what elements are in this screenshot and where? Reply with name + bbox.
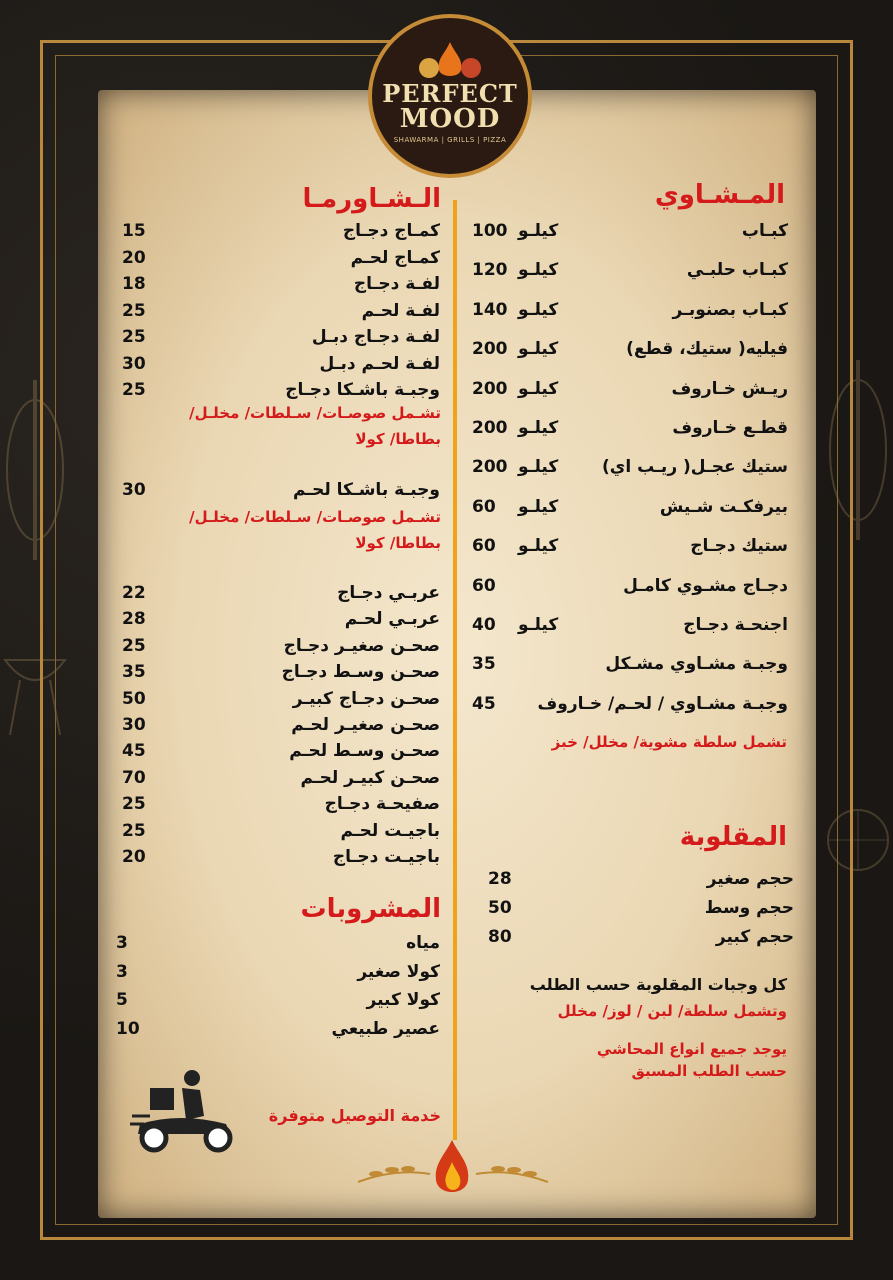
item-price: 22: [122, 583, 146, 603]
item-price: 50: [122, 688, 146, 709]
grill-item: [472, 691, 788, 717]
item-name: مياه: [406, 933, 440, 953]
item-name: حجم كبير: [715, 927, 794, 947]
grill-item: [472, 257, 788, 283]
shawarma-item: [122, 712, 440, 738]
item-name: كبـاب حلبـي: [686, 260, 788, 281]
item-price: 28: [488, 869, 512, 889]
logo-line1: PERFECT: [382, 79, 518, 108]
item-unit: كيلـو: [518, 457, 559, 478]
item-name: لفـة لحـم: [361, 300, 440, 321]
item-name: لفـة لحـم دبـل: [319, 353, 440, 374]
item-price: 3: [116, 933, 128, 953]
shawarma-note1a: تشـمل صوصـات/ سـلطات/ مخلـل/: [189, 404, 441, 422]
grills-note: تشمل سلطة مشوية/ مخلل/ خبز: [551, 733, 787, 751]
grill-item: [472, 336, 788, 362]
item-price: 28: [122, 609, 146, 630]
grill-item: [472, 612, 788, 638]
item-name: عربـي دجـاج: [337, 583, 440, 603]
shawarma-item: [122, 791, 440, 817]
drink-item: [116, 987, 440, 1013]
item-unit: كيلـو: [518, 536, 559, 557]
grill-item: [472, 297, 788, 323]
item-price: 20: [122, 247, 146, 268]
grill-item: [472, 376, 788, 402]
item-name: فيليه( ستيك، قطع): [626, 339, 788, 360]
grill-item: [472, 533, 788, 559]
item-price: 140: [472, 299, 508, 320]
shawarma-item: [122, 580, 440, 606]
delivery-text: خدمة التوصيل متوفرة: [268, 1106, 441, 1125]
item-price: 200: [472, 378, 508, 399]
item-price: 60: [472, 575, 496, 596]
item-unit: كيلـو: [518, 339, 559, 360]
item-unit: كيلـو: [518, 221, 559, 241]
item-price: 200: [472, 339, 508, 360]
item-price: 5: [116, 990, 128, 1010]
item-price: 60: [472, 496, 496, 517]
item-name: وجبـة مشـاوي مشـكل: [605, 654, 788, 675]
item-name: كمـاج دجـاج: [342, 221, 440, 241]
item-name: بيرفكـت شـيش: [659, 496, 788, 517]
grill-item: [472, 415, 788, 441]
column-divider: [453, 200, 457, 1140]
shawarma-item: [122, 377, 440, 403]
item-name: صحـن وسـط دجـاج: [281, 662, 440, 683]
item-unit: كيلـو: [518, 260, 559, 281]
item-name: حجم وسط: [704, 898, 794, 918]
item-price: 25: [122, 327, 146, 347]
shawarma-item: [122, 477, 440, 503]
shawarma-item: [122, 765, 440, 791]
shawarma-item: [122, 844, 440, 870]
grill-item: [472, 573, 788, 599]
shawarma-item: [122, 324, 440, 350]
item-name: باجيـت دجـاج: [332, 847, 440, 867]
shawarma-item: [122, 606, 440, 632]
grill-item: [472, 454, 788, 480]
shawarma-item: [122, 245, 440, 271]
item-price: 200: [472, 457, 508, 478]
wheat-icon-right: [474, 1160, 550, 1190]
item-price: 35: [472, 654, 496, 675]
shawarma-item: [122, 298, 440, 324]
item-price: 70: [122, 767, 146, 788]
restaurant-logo: [368, 14, 532, 178]
maqluba-red-note: وتشمل سلطة/ لبن / لوز/ مخلل: [557, 1002, 787, 1020]
item-price: 30: [122, 715, 146, 735]
item-name: كبـاب بصنوبـر: [672, 299, 788, 320]
item-name: ستيك عجـل( ريـب اي): [602, 457, 788, 478]
item-name: اجنحـة دجـاج: [683, 615, 788, 635]
shawarma-item: [122, 351, 440, 377]
flame-icon: [432, 1138, 472, 1200]
drinks-heading: المشروبات: [300, 894, 441, 924]
item-name: صحـن صغيـر دجـاج: [283, 635, 440, 656]
shawarma-item: [122, 659, 440, 685]
item-price: 25: [122, 380, 146, 400]
maqluba-item: [488, 866, 794, 892]
item-price: 60: [472, 536, 496, 557]
item-price: 25: [122, 300, 146, 321]
item-name: لفـة دجـاج: [353, 274, 440, 294]
item-price: 30: [122, 480, 146, 500]
item-name: ستيك دجـاج: [690, 536, 788, 557]
maqluba-heading: المقلوبة: [679, 822, 787, 852]
item-price: 3: [116, 961, 128, 982]
grill-item: [472, 218, 788, 244]
item-unit: كيلـو: [518, 615, 559, 635]
item-name: وجبـة باشـكا لحـم: [292, 480, 440, 500]
shawarma-item: [122, 633, 440, 659]
item-price: 18: [122, 274, 146, 294]
item-price: 80: [488, 927, 512, 947]
shawarma-item: [122, 818, 440, 844]
item-name: كولا صغير: [357, 961, 440, 982]
shawarma-item: [122, 738, 440, 764]
logo-food-icon: [415, 40, 485, 82]
item-unit: كيلـو: [518, 299, 559, 320]
item-name: عربـي لحـم: [344, 609, 440, 630]
item-name: حجم صغير: [706, 869, 794, 889]
item-price: 10: [116, 1018, 140, 1039]
item-name: دجـاج مشـوي كامـل: [623, 575, 788, 596]
item-name: صفيحـة دجـاج: [324, 794, 440, 815]
shawarma-note2a: تشـمل صوصـات/ سـلطات/ مخلـل/: [189, 508, 441, 526]
item-unit: كيلـو: [518, 378, 559, 399]
maqluba-item: [488, 895, 794, 921]
shawarma-note1b: بطاطا/ كولا: [355, 430, 441, 448]
item-name: صحـن كبيـر لحـم: [300, 767, 440, 788]
item-unit: كيلـو: [518, 496, 559, 517]
item-name: وجبـة مشـاوي / لحـم/ خـاروف: [537, 693, 788, 714]
logo-tagline: SHAWARMA | GRILLS | PIZZA: [393, 136, 507, 144]
item-name: كولا كبير: [366, 990, 440, 1010]
item-price: 30: [122, 353, 146, 374]
shawarma-heading: الـشـاورمـا: [302, 184, 441, 214]
stuffed-note2: حسب الطلب المسبق: [631, 1062, 787, 1080]
shawarma-item: [122, 686, 440, 712]
shawarma-item: [122, 271, 440, 297]
item-price: 40: [472, 615, 496, 635]
item-name: عصير طبيعي: [331, 1018, 440, 1039]
grills-heading: المـشـاوي: [654, 180, 785, 210]
item-price: 100: [472, 221, 508, 241]
drink-item: [116, 959, 440, 985]
item-name: صحـن دجـاج كبيـر: [292, 688, 440, 709]
item-name: لفـة دجـاج دبـل: [311, 327, 440, 347]
maqluba-plain-note: كل وجبات المقلوبة حسب الطلب: [529, 975, 787, 994]
item-unit: كيلـو: [518, 418, 559, 438]
item-name: وجبـة باشـكا دجـاج: [285, 380, 440, 400]
delivery-scooter-icon: [130, 1068, 238, 1154]
wheat-icon-left: [356, 1160, 432, 1190]
item-price: 200: [472, 418, 508, 438]
grill-item: [472, 494, 788, 520]
item-price: 50: [488, 898, 512, 918]
item-price: 35: [122, 662, 146, 683]
grill-item: [472, 651, 788, 677]
shawarma-note2b: بطاطا/ كولا: [355, 534, 441, 552]
item-price: 25: [122, 820, 146, 841]
item-price: 25: [122, 635, 146, 656]
item-price: 15: [122, 221, 146, 241]
item-name: باجيـت لحـم: [340, 820, 440, 841]
drink-item: [116, 1016, 440, 1042]
stuffed-note1: يوجد جميع انواع المحاشي: [596, 1040, 787, 1058]
item-price: 120: [472, 260, 508, 281]
item-price: 25: [122, 794, 146, 815]
item-name: قطـع خـاروف: [672, 418, 788, 438]
item-price: 45: [472, 693, 496, 714]
drink-item: [116, 930, 440, 956]
item-name: كمـاج لحـم: [350, 247, 440, 268]
shawarma-item: [122, 218, 440, 244]
item-price: 20: [122, 847, 146, 867]
item-price: 45: [122, 741, 146, 762]
item-name: ريـش خـاروف: [671, 378, 788, 399]
item-name: كبـاب: [741, 221, 788, 241]
maqluba-item: [488, 924, 794, 950]
logo-line2: MOOD: [399, 104, 501, 134]
item-name: صحـن وسـط لحـم: [289, 741, 440, 762]
item-name: صحـن صغيـر لحـم: [291, 715, 440, 735]
